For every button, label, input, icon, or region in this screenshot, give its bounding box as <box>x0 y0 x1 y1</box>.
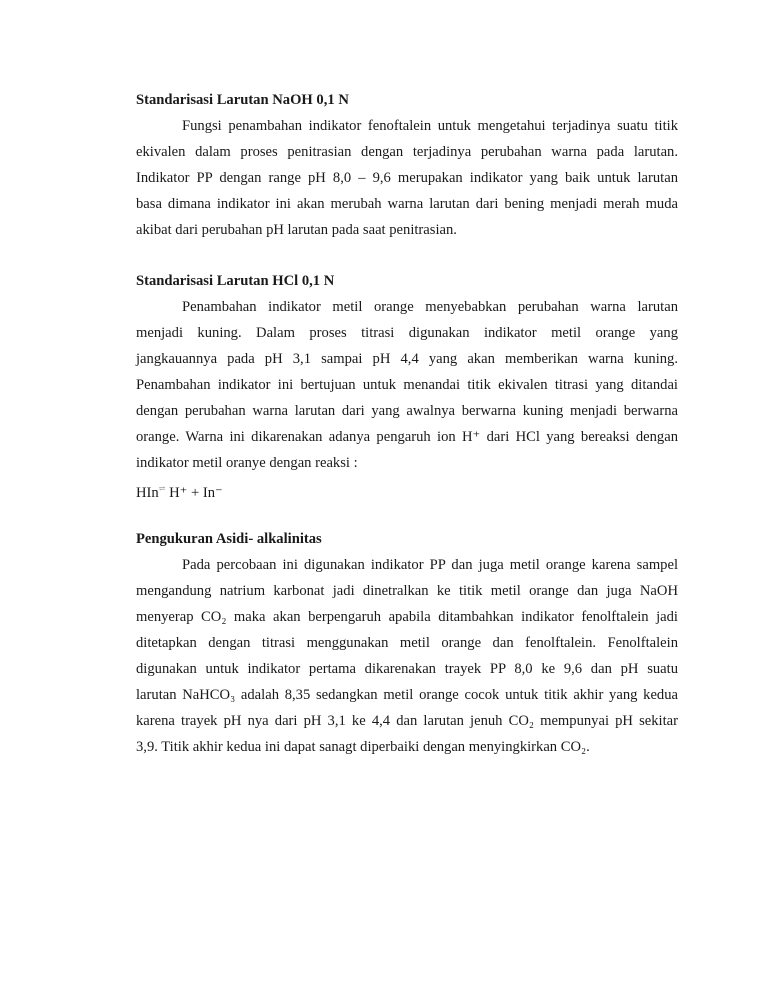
paragraph-line: Indikator PP dengan range pH 8,0 – 9,6 merupakan indikator yang baik untuk larutan <box>136 170 678 186</box>
section-heading-naoh: Standarisasi Larutan NaOH 0,1 N <box>136 92 349 108</box>
paragraph-line: menyerap CO₂ maka akan berpengaruh apabila ditambahkan indikator fenolftalein jadi <box>136 609 678 625</box>
paragraph-line: jangkauannya pada pH 3,1 sampai pH 4,4 yang akan memberikan warna kuning. <box>136 351 678 367</box>
paragraph-line: Pada percobaan ini digunakan indikator PP dan juga metil orange karena sampel <box>182 557 678 573</box>
paragraph-line: ditetapkan dengan titrasi menggunakan metil orange dan fenolftalein. Fenolftalein <box>136 635 678 651</box>
paragraph-line: Penambahan indikator metil orange menyebabkan perubahan warna larutan <box>182 299 678 315</box>
equilibrium-arrow-icon: ⇌ <box>158 484 166 493</box>
paragraph-line: menjadi kuning. Dalam proses titrasi digunakan indikator metil orange yang <box>136 325 678 341</box>
paragraph-line: orange. Warna ini dikarenakan adanya pengaruh ion H⁺ dari HCl yang bereaksi dengan <box>136 429 678 445</box>
paragraph-line: akibat dari perubahan pH larutan pada saat penitrasian. <box>136 222 457 238</box>
paragraph-line: dengan perubahan warna larutan dari yang awalnya berwarna kuning menjadi berwarna <box>136 403 678 419</box>
paragraph-line: basa dimana indikator ini akan merubah warna larutan dari bening menjadi merah muda <box>136 196 678 212</box>
paragraph-line: digunakan untuk indikator pertama dikarenakan trayek PP 8,0 ke 9,6 dan pH suatu <box>136 661 678 677</box>
paragraph-line: ekivalen dalam proses penitrasian dengan terjadinya perubahan warna pada larutan. <box>136 144 678 160</box>
paragraph-line: karena trayek pH nya dari pH 3,1 ke 4,4 dan larutan jenuh CO₂ mempunyai pH sekitar <box>136 713 678 729</box>
section-heading-hcl: Standarisasi Larutan HCl 0,1 N <box>136 273 335 289</box>
paragraph-line: larutan NaHCO₃ adalah 8,35 sedangkan metil orange cocok untuk titik akhir yang kedua <box>136 687 678 703</box>
reaction-products: H⁺ + In⁻ <box>169 484 223 501</box>
paragraph-line: indikator metil oranye dengan reaksi : <box>136 455 358 471</box>
paragraph-line: Penambahan indikator ini bertujuan untuk menandai titik ekivalen titrasi yang ditandai <box>136 377 678 393</box>
paragraph-line: Fungsi penambahan indikator fenoftalein untuk mengetahui terjadinya suatu titik <box>182 118 678 134</box>
reaction-reactant: HIn <box>136 484 159 501</box>
paragraph-line: 3,9. Titik akhir kedua ini dapat sanagt diperbaiki dengan menyingkirkan CO₂. <box>136 739 590 755</box>
section-heading-asidi-alkalinitas: Pengukuran Asidi- alkalinitas <box>136 531 322 547</box>
reaction-equation <box>136 480 678 502</box>
paragraph-line: mengandung natrium karbonat jadi dinetralkan ke titik metil orange dan juga NaOH <box>136 583 678 599</box>
